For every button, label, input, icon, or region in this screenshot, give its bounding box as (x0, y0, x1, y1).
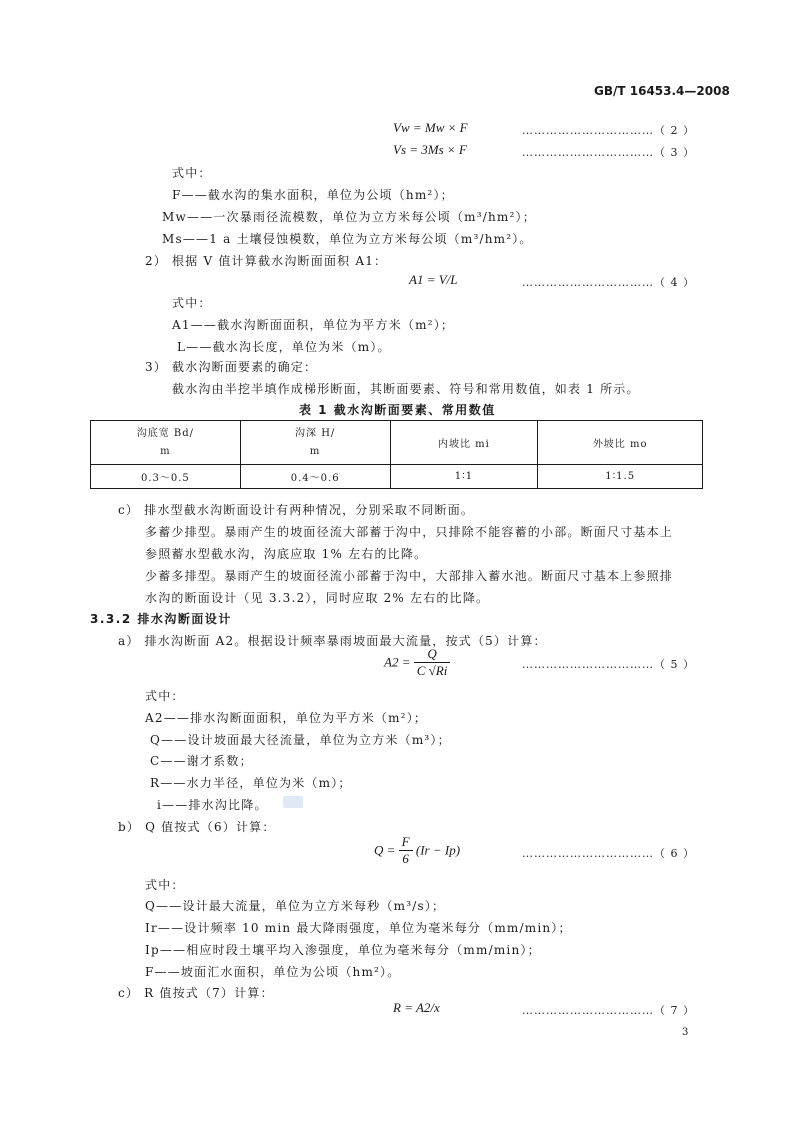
list-item-b: b） Q 值按式（6）计算： (118, 820, 276, 834)
paragraph: 截水沟由半挖半填作成梯形断面，其断面要素、符号和常用数值，如表 1 所示。 (172, 382, 640, 396)
list-item-c: c） 排水型截水沟断面设计有两种情况，分别采取不同断面。 (118, 503, 475, 517)
table-header-row (91, 421, 703, 465)
definition-Mw: Mw——一次暴雨径流模数，单位为立方米每公顷（m³/hm²）； (162, 210, 536, 224)
table-cell: 0.4～0.6 (240, 465, 390, 489)
definition-F: F——坡面汇水面积，单位为公顷（hm²）。 (145, 965, 401, 979)
table-cell: 1∶1 (390, 465, 538, 489)
table-cell: 1∶1.5 (538, 465, 703, 489)
equation-5-denominator: C √Ri (416, 663, 448, 678)
equation-2: Vw = Mw × F (393, 120, 468, 135)
equation-4: A1 = V/L (409, 272, 458, 287)
equation-6-number: ……………………………（ 6 ） (522, 847, 695, 860)
header-line: m (309, 445, 321, 457)
table-header-cell (390, 421, 538, 465)
definition-F: F——截水沟的集水面积，单位为公顷（hm²）； (172, 188, 454, 202)
list-item-3: 3） 截水沟断面要素的确定： (145, 360, 318, 374)
equation-3: Vs = 3Ms × F (393, 142, 467, 157)
paragraph: 少蓄多排型。暴雨产生的坡面径流小部蓄于沟中，大部排入蓄水池。断面尺寸基本上参照排 (145, 569, 674, 583)
equation-6-lhs: Q = (374, 842, 396, 858)
equation-4-number: ……………………………（ 4 ） (522, 276, 695, 289)
standard-code: GB/T 16453.4—2008 (594, 84, 730, 98)
where-label: 式中： (172, 166, 212, 180)
equation-5 (384, 646, 450, 679)
header-line: 内坡比 mi (437, 439, 490, 450)
table-caption: 表 1 截水沟断面要素、常用数值 (299, 403, 496, 417)
where-label: 式中： (172, 296, 212, 310)
paragraph: 水沟的断面设计（见 3.3.2），同时应取 2% 左右的比降。 (145, 591, 490, 605)
equation-6-fraction (399, 834, 413, 867)
table-row (91, 465, 703, 489)
where-label: 式中： (145, 878, 185, 892)
where-label: 式中： (145, 689, 185, 703)
equation-6-rhs: (Ir − Ip) (415, 842, 461, 858)
table-header-cell (240, 421, 390, 465)
definition-C: C——谢才系数； (150, 754, 253, 768)
definition-L: L——截水沟长度，单位为米（m）。 (177, 340, 391, 354)
list-item-2: 2） 根据 V 值计算截水沟断面面积 A1： (145, 254, 388, 268)
equation-7-number: ……………………………（ 7 ） (522, 1004, 695, 1017)
definition-i: i——排水沟比降。 (157, 798, 268, 812)
equation-3-number: ……………………………（ 3 ） (522, 146, 695, 159)
definition-Ms: Ms——1 a 土壤侵蚀模数，单位为立方米每公顷（m³/hm²）。 (162, 232, 533, 246)
definition-Ip: Ip——相应时段土壤平均入渗强度，单位为毫米每分（mm/min）； (145, 943, 541, 957)
definition-A2: A2——排水沟断面面积，单位为平方米（m²）； (145, 711, 428, 725)
table-cell: 0.3～0.5 (91, 465, 241, 489)
definition-Q: Q——设计最大流量，单位为立方米每秒（m³/s）； (145, 899, 446, 913)
equation-5-numerator: Q (414, 646, 451, 663)
page-number: 3 (682, 1027, 689, 1038)
table-header-cell (91, 421, 241, 465)
list-item-a: a） 排水沟断面 A2。根据设计频率暴雨坡面最大流量，按式（5）计算： (118, 634, 547, 648)
list-item-c: c） R 值按式（7）计算： (118, 986, 274, 1000)
definition-Ir: Ir——设计频率 10 min 最大降雨强度，单位为毫米每分（mm/min）； (145, 921, 572, 935)
definition-A1: A1——截水沟断面面积，单位为平方米（m²）； (172, 318, 455, 332)
equation-6-denominator: 6 (402, 851, 409, 866)
section-elements-table (90, 420, 703, 489)
equation-5-number: ……………………………（ 5 ） (522, 658, 695, 671)
header-line: m (160, 445, 171, 457)
header-line: 外坡比 mo (592, 439, 648, 450)
equation-6 (374, 834, 460, 867)
definition-Q: Q——设计坡面最大径流量，单位为立方米（m³）； (150, 733, 451, 747)
header-line: 沟深 H/ (295, 427, 336, 439)
equation-5-lhs: A2 = (384, 654, 411, 670)
definition-R: R——水力半径，单位为米（m）； (150, 776, 352, 790)
equation-2-number: ……………………………（ 2 ） (522, 124, 695, 137)
equation-6-numerator: F (399, 834, 413, 851)
header-line: 沟底宽 Bd/ (136, 427, 195, 439)
paragraph: 多蓄少排型。暴雨产生的坡面径流大部蓄于沟中，只排除不能容蓄的小部。断面尺寸基本上 (145, 525, 674, 539)
table-header-cell (538, 421, 703, 465)
section-heading: 3.3.2 排水沟断面设计 (90, 612, 232, 626)
watermark (283, 796, 303, 808)
paragraph: 参照蓄水型截水沟，沟底应取 1% 左右的比降。 (145, 547, 428, 561)
equation-5-fraction (414, 646, 451, 679)
equation-7: R = A2/x (393, 1000, 440, 1015)
